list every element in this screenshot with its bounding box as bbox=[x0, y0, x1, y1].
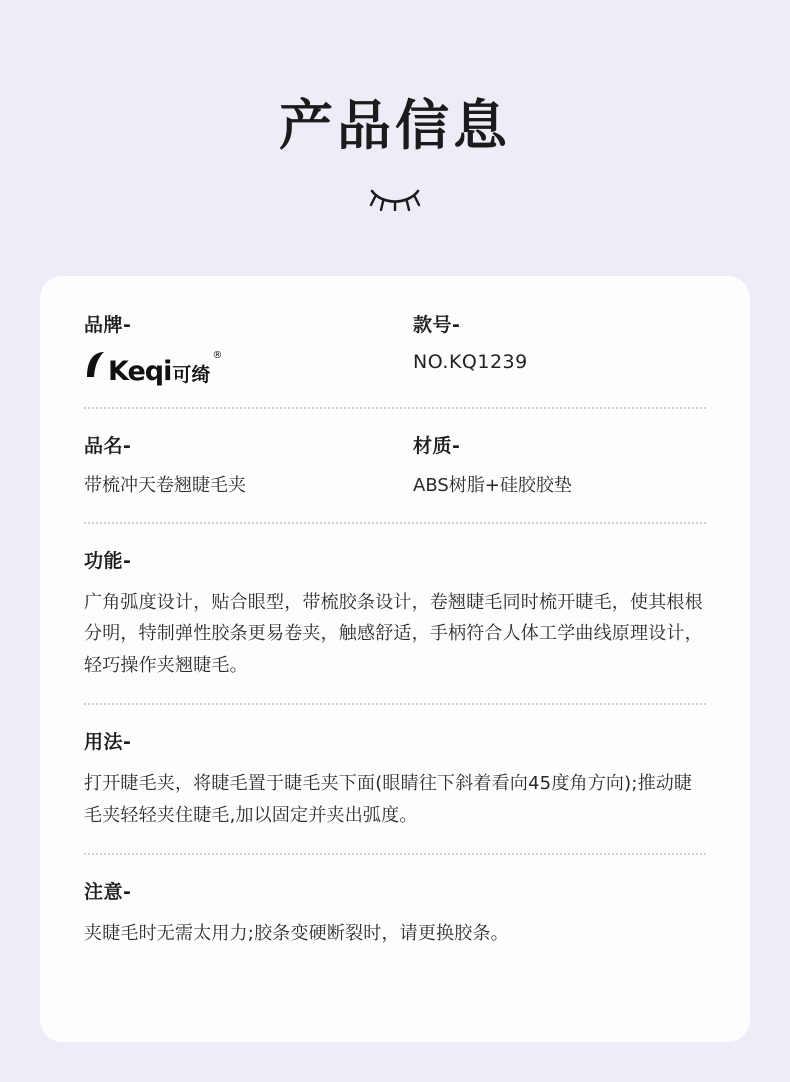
model-value: NO.KQ1239 bbox=[413, 351, 528, 373]
notice-label: 注意- bbox=[84, 881, 132, 904]
brand-logo-text: Keqi bbox=[108, 356, 172, 387]
product-name-field bbox=[84, 431, 395, 500]
brand-field bbox=[84, 310, 395, 385]
name-material-row bbox=[84, 431, 706, 500]
brand-logo bbox=[84, 351, 395, 385]
model-label: 款号- bbox=[413, 314, 461, 336]
brand-label: 品牌- bbox=[84, 314, 132, 336]
product-name-label: 品名- bbox=[84, 435, 132, 457]
brand-model-row bbox=[84, 310, 706, 385]
product-name-value: 带梳冲天卷翘睫毛夹 bbox=[84, 475, 246, 496]
brand-logo-cn: 可绮 bbox=[172, 364, 211, 386]
divider bbox=[84, 853, 706, 855]
material-label: 材质- bbox=[413, 435, 461, 457]
divider bbox=[84, 703, 706, 705]
eyelash-icon bbox=[0, 181, 790, 215]
brand-logo-mark bbox=[84, 350, 106, 385]
function-field bbox=[84, 546, 706, 682]
usage-field bbox=[84, 727, 706, 831]
model-field bbox=[395, 310, 706, 385]
divider bbox=[84, 522, 706, 524]
page-title: 产品信息 bbox=[279, 94, 511, 157]
function-value: 广角弧度设计，贴合眼型，带梳胶条设计，卷翘睫毛同时梳开睫毛，使其根根分明，特制弹性胶条更易卷夹，触感舒适，手柄符合人体工学曲线原理设计，轻巧操作夹翘睫毛。 bbox=[84, 591, 703, 676]
notice-field bbox=[84, 877, 706, 950]
material-field bbox=[395, 431, 706, 500]
notice-value: 夹睫毛时无需太用力;胶条变硬断裂时，请更换胶条。 bbox=[84, 923, 509, 945]
brand-logo-registered: ® bbox=[212, 350, 223, 361]
usage-label: 用法- bbox=[84, 731, 132, 754]
usage-value: 打开睫毛夹，将睫毛置于睫毛夹下面(眼睛往下斜着看向45度角方向);推动睫毛夹轻轻夹住睫毛,加以固定并夹出弧度。 bbox=[84, 773, 693, 826]
function-label: 功能- bbox=[84, 549, 132, 572]
material-value: ABS树脂+硅胶胶垫 bbox=[413, 475, 572, 496]
product-info-card bbox=[40, 276, 750, 1042]
divider bbox=[84, 407, 706, 409]
